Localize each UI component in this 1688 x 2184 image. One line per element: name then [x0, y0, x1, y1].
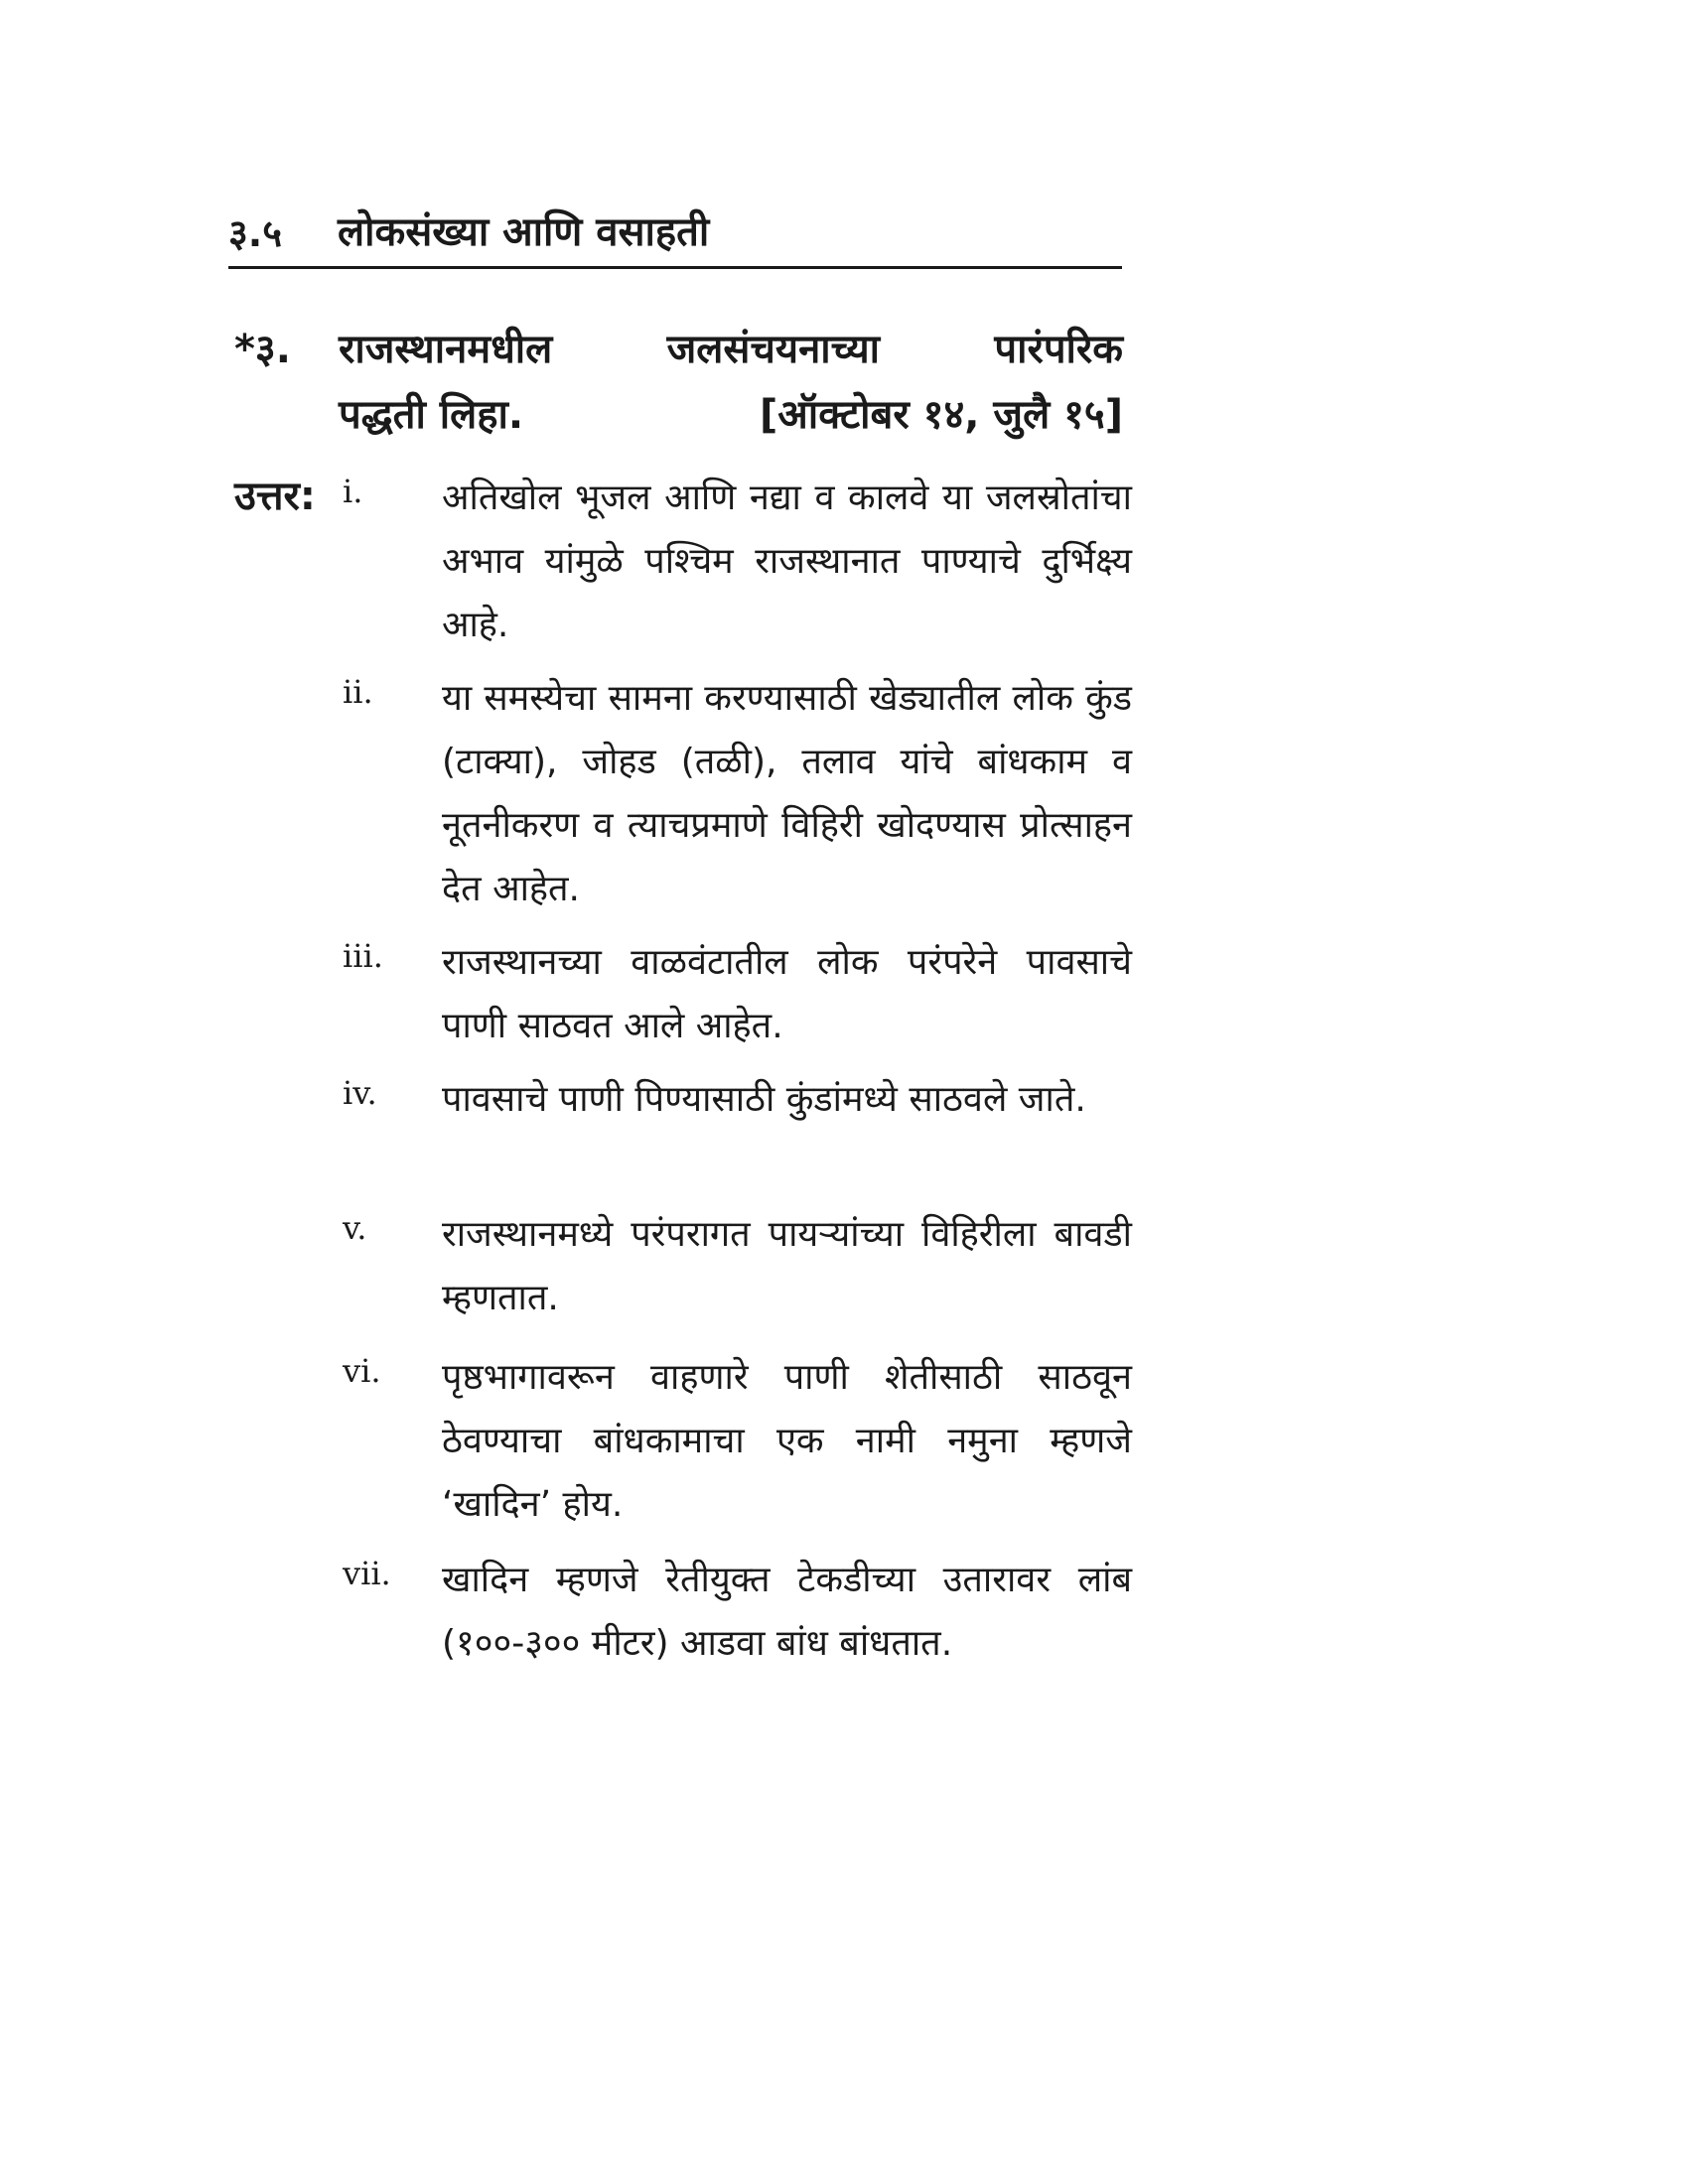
- header-divider: [228, 266, 1122, 269]
- question-word: पारंपरिक: [994, 327, 1123, 372]
- question-number: *३.: [234, 327, 291, 372]
- section-number: ३.५: [228, 211, 282, 255]
- section-title: लोकसंख्या आणि वसाहती: [338, 209, 710, 255]
- item-numeral: vi.: [343, 1352, 381, 1390]
- item-text: पृष्ठभागावरून वाहणारे पाणी शेतीसाठी साठवून ठेवण्याचा बांधकामाचा एक नामी नमुना म्हणजे ‘खादिन’ होय.: [442, 1357, 1132, 1525]
- question-word: जलसंचयनाच्या: [666, 327, 881, 372]
- item-text: या समस्येचा सामना करण्यासाठी खेड्यातील लोक कुंड (टाक्या), जोहड (तळी), तलाव यांचे बांधकाम व नूतनीकरण व त्याचप्रमाणे विहिरी खोदण्यास प्रोत्साहन देत आहेत.: [442, 678, 1132, 909]
- item-numeral: ii.: [343, 673, 373, 711]
- item-text: खादिन म्हणजे रेतीयुक्त टेकडीच्या उतारावर लांब (१००-३०० मीटर) आडवा बांध बांधतात.: [442, 1560, 1132, 1664]
- question-word: राजस्थानमधील: [339, 327, 553, 372]
- question-line-1: [339, 320, 1123, 374]
- question-text: पद्धती लिहा.: [339, 392, 524, 438]
- question-line-2: [339, 385, 1123, 440]
- answer-label: उत्तर:: [234, 474, 316, 519]
- page-header: [228, 199, 1122, 264]
- item-numeral: iii.: [343, 937, 383, 975]
- item-numeral: v.: [343, 1209, 367, 1247]
- item-text: राजस्थानमध्ये परंपरागत पायऱ्यांच्या विहिरीला बावडी म्हणतात.: [442, 1214, 1132, 1318]
- item-numeral: vii.: [343, 1555, 391, 1592]
- item-text: अतिखोल भूजल आणि नद्या व कालवे या जलस्रोतांचा अभाव यांमुळे पश्चिम राजस्थानात पाण्याचे दुर्भिक्ष्य आहे.: [442, 478, 1132, 645]
- item-text: राजस्थानच्या वाळवंटातील लोक परंपरेने पावसाचे पाणी साठवत आले आहेत.: [442, 942, 1132, 1046]
- item-text: पावसाचे पाणी पिण्यासाठी कुंडांमध्ये साठवले जाते.: [442, 1079, 1086, 1120]
- item-numeral: i.: [343, 473, 363, 510]
- item-numeral: iv.: [343, 1074, 377, 1112]
- exam-reference: [ऑक्टोबर १४, जुलै १५]: [760, 392, 1123, 438]
